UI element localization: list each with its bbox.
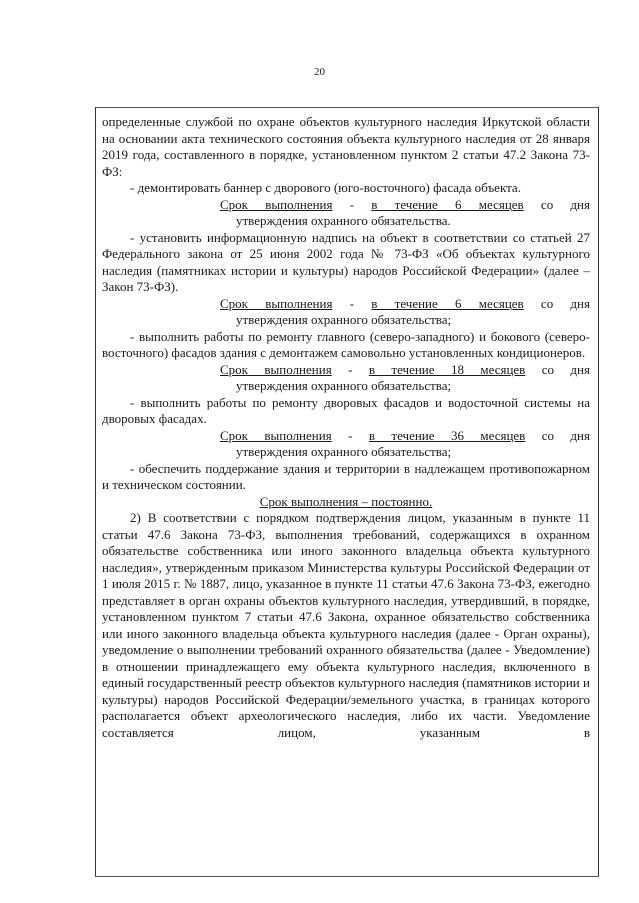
requirement-item-4: - выполнить работы по ремонту дворовых фасадов и водосточной системы на дворовых фасадах. [102,394,590,426]
paragraph-section-2: 2) В соответствии с порядком подтверждения лицом, указанным в пункте 11 статьи 47.6 Закона 73-ФЗ, выполнения требований, содержащихся в охранном обязательстве собственника или иного законного владельца объекта культурного наследия», утвержденным приказом Министерства культуры Российской Федерации от 1 июля 2015 г. № 1887, лицо, указанное в пункте 11 статьи 47.6 Закона 73-ФЗ, ежегодно представляет в орган охраны объектов культурного наследия, утвердивший, в порядке, установленном пунктом 7 статьи 47.6 Закона, охранное обязательство собственника или иного законного владельца объекта культурного наследия (далее - Орган охраны), уведомление о выполнении требований охранного обязательства (далее - Уведомление) в отношении принадлежащего ему объекта культурного наследия, включенного в единый государственный реестр объектов культурного наследия (памятников истории и культуры) народов Российской Федерации/земельного участка, в границах которого располагается объект археологического наследия, либо их части. Уведомление составляется лицом, указанным в [102,510,590,740]
deadline-item-1-cont: утверждения охранного обязательства. [236,213,451,228]
deadline-item-4-cont: утверждения охранного обязательства; [236,444,452,459]
deadline-since: со дня [523,295,590,311]
deadline-term: в течение 36 месяцев [368,427,526,443]
deadline-since: со дня [525,427,590,443]
deadline-item-2 [102,296,590,313]
deadline-term: в течение 6 месяцев [371,196,524,212]
deadline-label: Срок выполнения [220,427,332,443]
requirement-item-2: - установить информационную надпись на объект в соответствии со статьей 27 Федерального закона от 25 июня 2002 года № 73-ФЗ «Об объектах культурного наследия (памятниках истории и культуры) народов Российской Федерации» (далее – Закон 73-ФЗ). [102,229,590,294]
box-bottom-rule [95,876,599,877]
requirement-item-3: - выполнить работы по ремонту главного (северо-западного) и бокового (северо-восточного) фасадов здания с демонтажем самовольно установленных кондиционеров. [102,328,590,360]
deadline-term: в течение 6 месяцев [371,295,524,311]
deadline-dash: - [332,196,372,212]
requirement-item-5: - обеспечить поддержание здания и территории в надлежащем противопожарном и техническом состоянии. [102,460,590,492]
deadline-item-3 [102,362,590,379]
deadline-dash: - [332,295,372,311]
deadline-item-3-cont: утверждения охранного обязательства; [236,378,452,393]
deadline-label: Срок выполнения [220,196,333,212]
paragraph-intro: определенные службой по охране объектов культурного наследия Иркутской области на основании акта технического состояния объекта культурного наследия от 28 января 2019 года, составленного в порядке, установленном пунктом 2 статьи 47.2 Закона 73-ФЗ: [102,114,590,179]
deadline-term: в течение 18 месяцев [368,361,526,377]
deadline-permanent: Срок выполнения – постоянно. [259,493,433,509]
deadline-since: со дня [523,196,590,212]
deadline-label: Срок выполнения [220,295,333,311]
deadline-label: Срок выполнения [220,361,332,377]
deadline-dash: - [331,427,369,443]
deadline-item-2-cont: утверждения охранного обязательства; [236,312,452,327]
deadline-item-1 [102,197,590,214]
deadline-since: со дня [525,361,590,377]
requirement-item-1: - демонтировать баннер с дворового (юго-восточного) фасада объекта. [130,180,521,195]
deadline-dash: - [331,361,369,377]
document-body [95,107,599,877]
page-number: 20 [314,66,325,78]
deadline-item-4 [102,428,590,445]
